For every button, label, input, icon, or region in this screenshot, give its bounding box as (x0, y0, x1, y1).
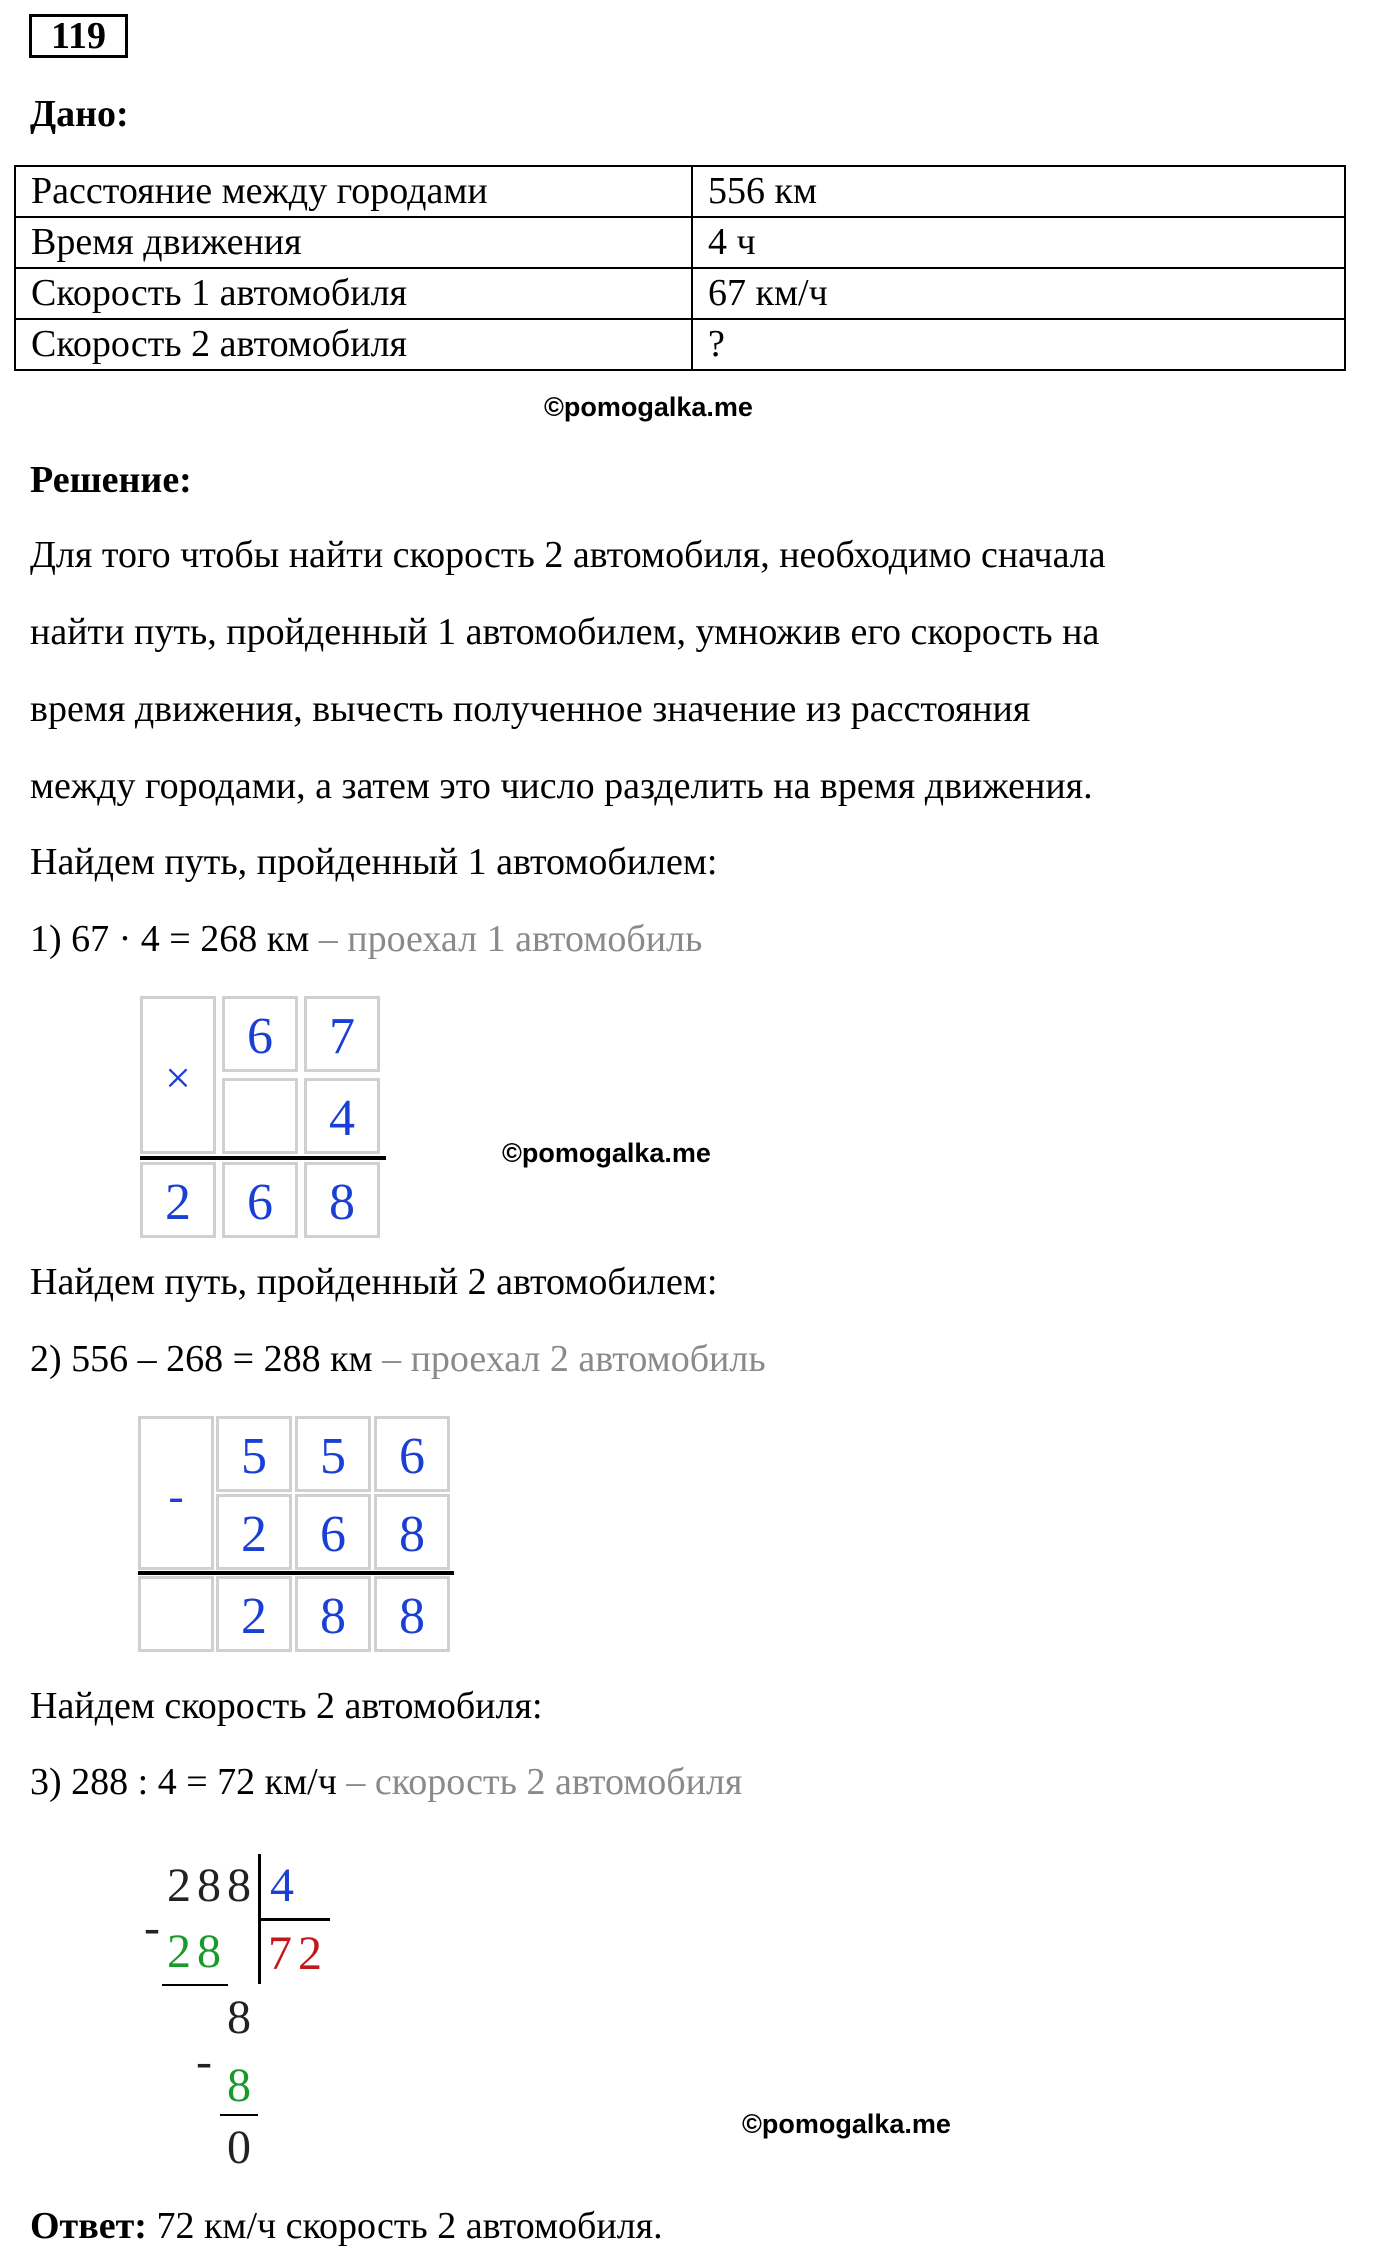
digit-cell: 6 (374, 1416, 450, 1492)
divisor: 4 (270, 1859, 294, 1912)
result-digit: 8 (374, 1576, 450, 1652)
given-table (14, 165, 1346, 371)
step1-expression: 1) 67 · 4 = 268 км (30, 918, 310, 960)
remainder-digit: 8 (227, 1991, 251, 2044)
subtrahend-digit: 2 (167, 1925, 191, 1978)
answer-text: 72 км/ч скорость 2 автомобиля. (146, 2205, 663, 2247)
step3-note: – скорость 2 автомобиля (336, 1761, 743, 1803)
dividend-digit: 8 (227, 1859, 251, 1912)
quotient-digit: 7 (268, 1927, 292, 1980)
watermark: ©pomogalka.me (502, 1138, 711, 1168)
dividend-digit: 8 (197, 1859, 221, 1912)
digit-cell: 6 (222, 996, 298, 1072)
subtraction-line (220, 2114, 258, 2116)
minus-sign: - (144, 1901, 160, 1954)
solution-heading: Решение: (30, 459, 192, 501)
multiplication-column (140, 996, 386, 1242)
answer-line (30, 2204, 663, 2248)
step1-line (30, 917, 702, 961)
digit-cell: 4 (304, 1078, 380, 1154)
digit-cell: 7 (304, 996, 380, 1072)
subtraction-column (138, 1416, 454, 1652)
table-row (15, 217, 1345, 268)
table-row (15, 319, 1345, 370)
digit-cell: 5 (216, 1416, 292, 1492)
table-row (15, 166, 1345, 217)
step2-expression: 2) 556 – 268 = 288 км (30, 1338, 373, 1380)
subtrahend-digit: 8 (197, 1925, 221, 1978)
given-label: Время движения (15, 217, 692, 268)
result-digit: 2 (140, 1162, 216, 1238)
long-division (140, 1850, 360, 2180)
digit-cell: 2 (216, 1494, 292, 1570)
minus-sign: - (196, 2035, 212, 2088)
minus-sign: - (138, 1416, 214, 1570)
quotient-digit: 2 (298, 1927, 322, 1980)
watermark: ©pomogalka.me (544, 392, 753, 422)
digit-cell: 8 (374, 1494, 450, 1570)
problem-number: 119 (29, 14, 128, 58)
paragraph-line: время движения, вычесть полученное значение из расстояния (30, 688, 1031, 730)
given-label: Скорость 1 автомобиля (15, 268, 692, 319)
step2-intro: Найдем путь, пройденный 2 автомобилем: (30, 1261, 718, 1303)
paragraph-line: найти путь, пройденный 1 автомобилем, умножив его скорость на (30, 611, 1100, 653)
step3-intro: Найдем скорость 2 автомобиля: (30, 1685, 543, 1727)
empty-cell (138, 1576, 214, 1652)
step3-line (30, 1760, 742, 1804)
result-line (140, 1156, 386, 1160)
table-row (15, 268, 1345, 319)
step2-line (30, 1337, 766, 1381)
result-digit: 8 (295, 1576, 371, 1652)
paragraph-line: между городами, а затем это число разделить на время движения. (30, 765, 1093, 807)
watermark: ©pomogalka.me (742, 2109, 951, 2139)
digit-cell (222, 1078, 298, 1154)
multiply-sign: × (140, 996, 216, 1154)
final-remainder: 0 (227, 2121, 251, 2174)
dividend-digit: 2 (167, 1859, 191, 1912)
subtrahend-digit: 8 (227, 2059, 251, 2112)
subtraction-line (162, 1984, 228, 1986)
given-label: Скорость 2 автомобиля (15, 319, 692, 370)
result-digit: 6 (222, 1162, 298, 1238)
digit-cell: 5 (295, 1416, 371, 1492)
step1-note: – проехал 1 автомобиль (309, 918, 703, 960)
result-digit: 2 (216, 1576, 292, 1652)
step3-expression: 3) 288 : 4 = 72 км/ч (30, 1761, 337, 1803)
given-value: 67 км/ч (692, 268, 1345, 319)
answer-label: Ответ: (30, 2205, 147, 2247)
division-bracket-horizontal (258, 1918, 330, 1921)
given-value: 556 км (692, 166, 1345, 217)
result-line (138, 1571, 454, 1575)
given-heading: Дано: (30, 93, 129, 135)
step2-note: – проехал 2 автомобиль (372, 1338, 766, 1380)
digit-cell: 6 (295, 1494, 371, 1570)
given-value: ? (692, 319, 1345, 370)
result-digit: 8 (304, 1162, 380, 1238)
paragraph-line: Для того чтобы найти скорость 2 автомобиля, необходимо сначала (30, 534, 1106, 576)
given-label: Расстояние между городами (15, 166, 692, 217)
given-value: 4 ч (692, 217, 1345, 268)
step1-intro: Найдем путь, пройденный 1 автомобилем: (30, 841, 718, 883)
